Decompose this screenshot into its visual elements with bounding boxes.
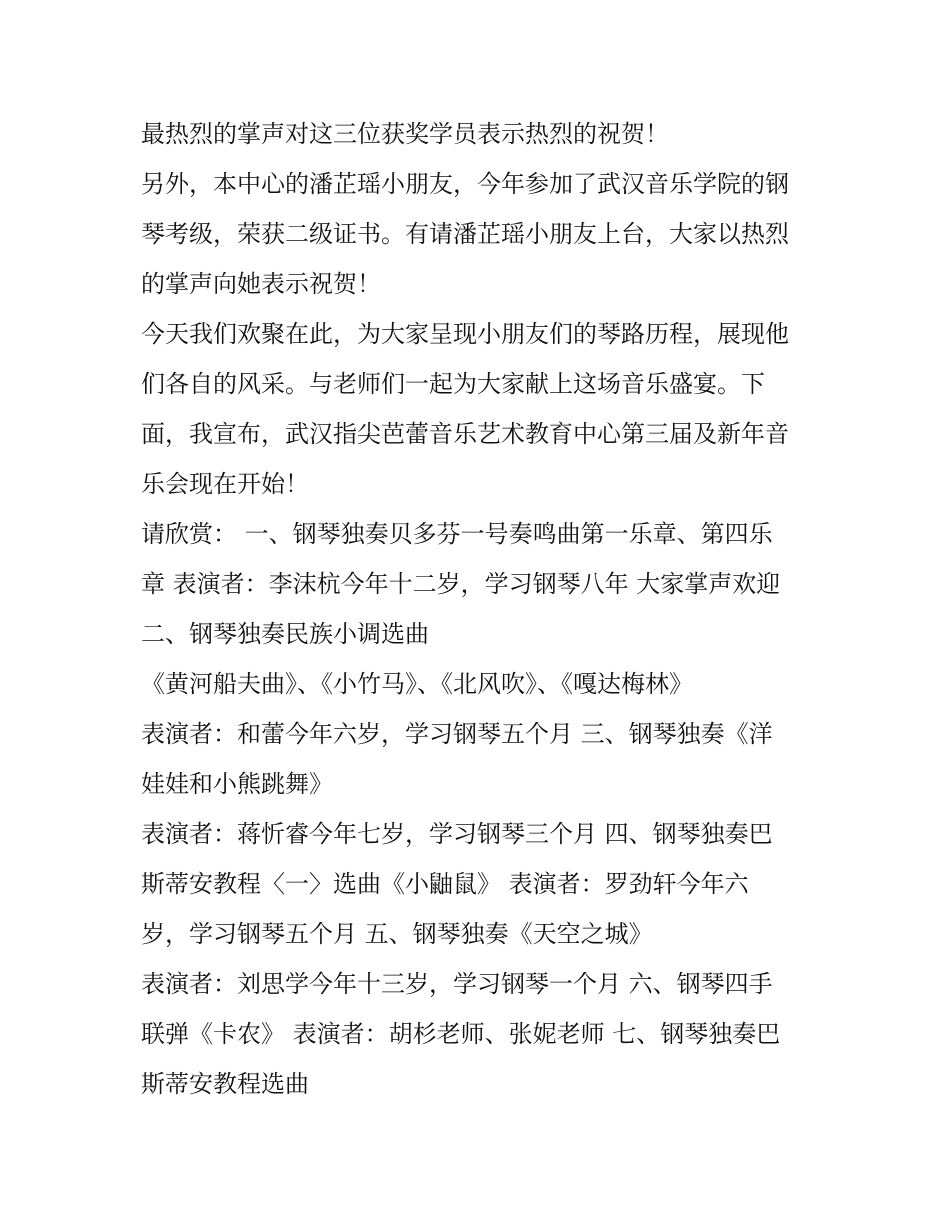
text-line: 面，我宣布，武汉指尖芭蕾音乐艺术教育中心第三届及新年音 <box>141 420 789 448</box>
text-line: 们各自的风采。与老师们一起为大家献上这场音乐盛宴。下 <box>141 370 765 398</box>
text-line: 斯蒂安教程〈一〉选曲《小鼬鼠》 表演者：罗劲轩今年六 <box>141 870 749 898</box>
text-line: 岁，学习钢琴五个月 五、钢琴独奏《天空之城》 <box>141 920 653 948</box>
text-line: 斯蒂安教程选曲 <box>141 1070 309 1098</box>
text-line: 乐会现在开始！ <box>141 470 309 498</box>
text-line: 表演者：蒋忻睿今年七岁，学习钢琴三个月 四、钢琴独奏巴 <box>141 820 773 848</box>
text-line: 最热烈的掌声对这三位获奖学员表示热烈的祝贺！ <box>141 120 669 148</box>
text-line: 二、钢琴独奏民族小调选曲 <box>141 620 429 648</box>
text-line: 琴考级，荣获二级证书。有请潘芷瑶小朋友上台，大家以热烈 <box>141 220 789 248</box>
text-line: 请欣赏： 一、钢琴独奏贝多芬一号奏鸣曲第一乐章、第四乐 <box>141 520 773 548</box>
text-line: 娃娃和小熊跳舞》 <box>141 770 333 798</box>
text-line: 《黄河船夫曲》、《小竹马》、《北风吹》、《嘎达梅林》 <box>141 670 693 698</box>
text-line: 另外，本中心的潘芷瑶小朋友，今年参加了武汉音乐学院的钢 <box>141 170 789 198</box>
text-line: 章 表演者：李沫杭今年十二岁，学习钢琴八年 大家掌声欢迎 <box>141 570 781 598</box>
text-line: 表演者：刘思学今年十三岁，学习钢琴一个月 六、钢琴四手 <box>141 970 773 998</box>
text-line: 联弹《卡农》 表演者：胡杉老师、张妮老师 七、钢琴独奏巴 <box>141 1020 781 1048</box>
text-line: 今天我们欢聚在此，为大家呈现小朋友们的琴路历程，展现他 <box>141 320 789 348</box>
text-line: 表演者：和蕾今年六岁，学习钢琴五个月 三、钢琴独奏《洋 <box>141 720 773 748</box>
body-text <box>141 109 821 1109</box>
text-line: 的掌声向她表示祝贺！ <box>141 270 381 298</box>
